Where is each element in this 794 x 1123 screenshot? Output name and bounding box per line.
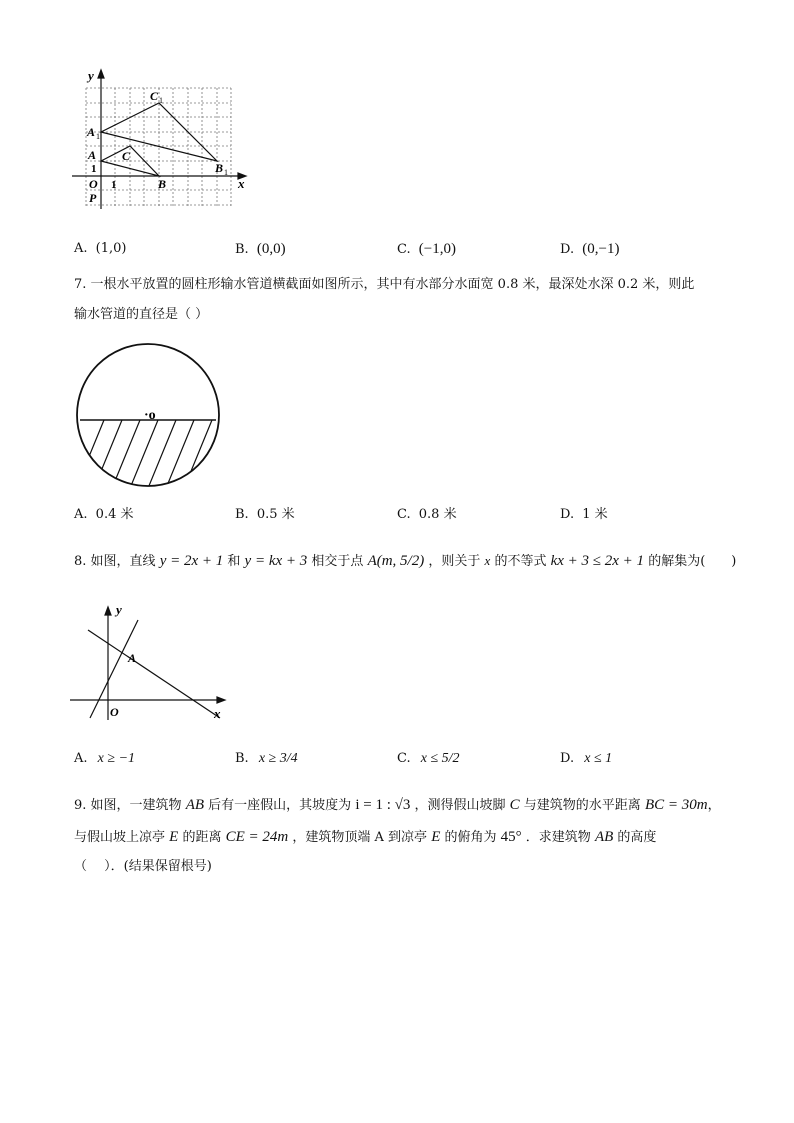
option-letter: A. [74,751,88,766]
q8-option-a[interactable] [74,750,135,768]
label-b: B [158,177,167,191]
q9-text: 与建筑物的水平距离 [523,798,641,813]
q6-option-a[interactable] [74,240,127,258]
q7-text-line1: 7. 一根水平放置的圆柱形输水管道横截面如图所示，其中有水部分水面宽 0.8 米，最深处水深 0.2 米，则此 [74,277,695,292]
q8-prefix: 8. 如图，直线 [74,554,156,569]
center-label: ·o [144,408,156,423]
option-value: 0.4 米 [95,507,134,522]
option-value: x ≥ −1 [97,751,136,766]
option-letter: B. [235,751,249,766]
q9-text: 的距离 [182,830,222,845]
label-c1-sub: 1 [159,96,163,105]
q8-mid: 相交于点 [311,554,364,569]
label-x: x [238,176,245,191]
label-b1-sub: 1 [224,168,228,177]
q9-math: CE = 24m [225,829,289,845]
q8-ineq: kx + 3 ≤ 2x + 1 [550,553,645,569]
label-a: A [88,148,97,162]
q9-text: ，测得假山坡脚 [414,798,506,813]
q9-text: ， [707,798,721,813]
option-letter: C. [397,507,411,522]
q9-math: 45° [500,829,522,845]
label-c: C [122,149,131,163]
option-letter: B. [235,507,249,522]
label-o: O [110,705,119,719]
q8-eq1: y = 2x + 1 [159,553,224,569]
option-letter: C. [397,242,411,257]
option-value: (0,−1) [582,241,620,257]
option-letter: C. [397,751,411,766]
option-letter: D. [560,507,575,522]
q8-and: 和 [227,554,241,569]
q7-option-c[interactable] [397,506,457,524]
q8-point: A(m, 5/2) [367,553,425,569]
q9-math: AB [185,797,205,813]
axes [70,607,225,720]
q9-math: i = 1 : √3 [355,797,411,813]
label-p: P [89,191,97,205]
option-letter: A. [74,507,88,522]
q9-line3: （ ）．(结果保留根号) [74,859,212,874]
option-letter: D. [560,751,575,766]
q9-math: BC = 30m [644,797,708,813]
q7-option-d[interactable] [560,506,608,524]
q7-pipe-figure [72,338,224,494]
q8-suffix: 的解集为( ) [648,554,737,569]
q8-mid3: 的不等式 [494,554,547,569]
q9-math: E [431,829,441,845]
option-value: x ≥ 3/4 [258,751,298,766]
q7-option-b[interactable] [235,506,295,524]
q8-option-c[interactable] [397,750,460,768]
q6-option-b[interactable] [235,240,286,259]
q9-text: 后有一座假山，其坡度为 [208,798,352,813]
label-c1: C [150,89,159,103]
label-o: O [89,177,98,191]
q9-text: ，建筑物顶端 A 到凉亭 [292,830,428,845]
option-value: (−1,0) [418,241,456,257]
q9-text: 的俯角为 [444,830,497,845]
q7-text-line2: 输水管道的直径是（ ） [74,307,209,322]
q9-math: AB [594,829,614,845]
option-letter: B. [235,242,249,257]
q9-text: ．求建筑物 [525,830,591,845]
option-value: 0.8 米 [418,507,457,522]
option-value: (1,0) [95,241,127,256]
q8-lines-figure [70,600,230,722]
water-section [72,420,224,494]
label-y: y [116,602,122,617]
q8-mid2: ，则关于 [428,554,481,569]
q9-math: E [169,829,179,845]
label-b1: B [215,161,224,175]
q6-option-c[interactable] [397,240,456,259]
q6-option-d[interactable] [560,240,619,259]
q9-text: 9. 如图，一建筑物 [74,798,182,813]
option-value: 0.5 米 [256,507,295,522]
label-a1: A [87,125,96,139]
label-one-y: 1 [91,163,97,175]
q8-option-d[interactable] [560,750,612,768]
q8-text [74,552,736,571]
option-value: x ≤ 1 [584,751,613,766]
q9-line1 [74,796,721,815]
q8-eq2: y = kx + 3 [244,553,308,569]
q9-text: 的高度 [617,830,657,845]
q8-var: x [484,553,491,568]
label-x: x [214,706,221,721]
option-value: x ≤ 5/2 [420,751,460,766]
label-a: A [128,651,137,665]
option-letter: A. [74,241,88,256]
option-value: 1 米 [582,507,608,522]
label-y: y [88,68,94,83]
label-a1-sub: 1 [96,132,100,141]
q8-option-b[interactable] [235,750,298,768]
option-value: (0,0) [256,241,286,257]
q9-text: 与假山坡上凉亭 [74,830,166,845]
option-letter: D. [560,242,575,257]
q7-option-a[interactable] [74,506,133,524]
label-one-x: 1 [111,179,117,191]
q6-grid-figure [72,66,252,212]
q9-line2 [74,828,656,847]
q9-math: C [509,797,520,813]
